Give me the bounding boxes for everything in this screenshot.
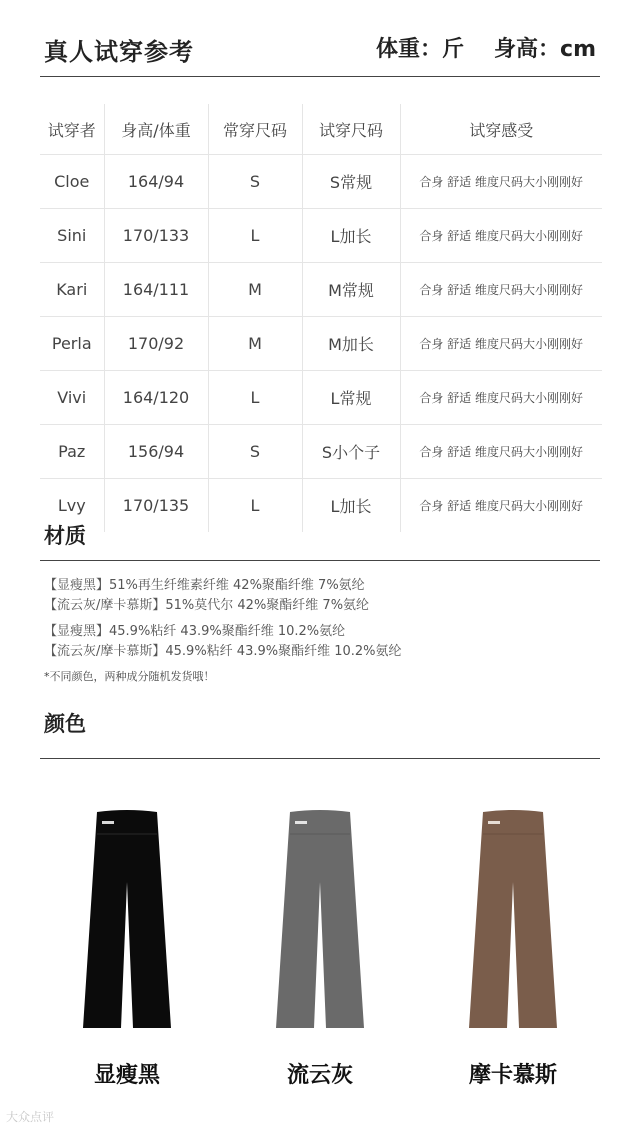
tester-name: Kari [40,263,104,317]
tried-size: L加长 [302,209,400,263]
column-header: 常穿尺码 [208,104,302,155]
usual-size: S [208,155,302,209]
table-row [40,155,602,209]
color-name: 流云灰 [286,1063,353,1088]
tried-size: M加长 [302,317,400,371]
height-weight: 164/111 [104,263,208,317]
watermark: 大众点评 [6,1110,55,1124]
fit-feedback: 合身 舒适 维度尺码大小刚刚好 [400,155,602,209]
usual-size: M [208,317,302,371]
tried-size: L常规 [302,371,400,425]
header-divider [40,76,600,77]
height-unit: 身高：cm [494,37,596,62]
usual-size: M [208,263,302,317]
tester-name: Paz [40,425,104,479]
fit-feedback: 合身 舒适 维度尺码大小刚刚好 [400,263,602,317]
fit-table-header [40,104,602,155]
material-note: *不同颜色，两种成分随机发货哦！ [44,670,215,683]
column-header: 试穿尺码 [302,104,400,155]
color-name: 显瘦黑 [93,1063,160,1088]
column-header: 试穿者 [40,104,104,155]
material-line: 【流云灰/摩卡慕斯】45.9%粘纤 43.9%聚酯纤维 10.2%氨纶 [44,644,402,659]
tester-name: Sini [40,209,104,263]
tried-size: S常规 [302,155,400,209]
usual-size: S [208,425,302,479]
trousers-black-image [67,800,187,1040]
tester-name: Perla [40,317,104,371]
tester-name: Cloe [40,155,104,209]
usual-size: L [208,209,302,263]
height-weight: 170/92 [104,317,208,371]
height-weight: 164/94 [104,155,208,209]
fit-feedback: 合身 舒适 维度尺码大小刚刚好 [400,317,602,371]
material-line: 【显瘦黑】51%再生纤维素纤维 42%聚酯纤维 7%氨纶 [44,578,365,593]
color-name: 摩卡慕斯 [468,1063,557,1088]
table-row [40,317,602,371]
header [44,28,596,68]
fit-table [40,104,602,532]
trousers-mocha-image [453,800,573,1040]
color-option-grey[interactable] [220,800,420,1089]
tried-size: L加长 [302,479,400,533]
material-composition [44,576,402,662]
fit-feedback: 合身 舒适 维度尺码大小刚刚好 [400,425,602,479]
table-row [40,425,602,479]
column-header: 身高/体重 [104,104,208,155]
tester-name: Vivi [40,371,104,425]
table-row [40,479,602,533]
height-weight: 170/135 [104,479,208,533]
usual-size: L [208,371,302,425]
tester-name: Lvy [40,479,104,533]
page-title: 真人试穿参考 [44,38,194,66]
table-row [40,209,602,263]
units-label [376,32,596,63]
tried-size: S小个子 [302,425,400,479]
material-line: 【流云灰/摩卡慕斯】51%莫代尔 42%聚酯纤维 7%氨纶 [44,598,370,613]
fit-feedback: 合身 舒适 维度尺码大小刚刚好 [400,371,602,425]
color-option-black[interactable] [27,800,227,1089]
fit-feedback: 合身 舒适 维度尺码大小刚刚好 [400,209,602,263]
height-weight: 164/120 [104,371,208,425]
fit-feedback: 合身 舒适 维度尺码大小刚刚好 [400,479,602,533]
table-row [40,263,602,317]
weight-unit: 体重：斤 [376,37,465,62]
material-divider [40,560,600,561]
color-option-mocha[interactable] [413,800,613,1089]
table-row [40,371,602,425]
trousers-grey-image [260,800,380,1040]
height-weight: 156/94 [104,425,208,479]
material-line: 【显瘦黑】45.9%粘纤 43.9%聚酯纤维 10.2%氨纶 [44,624,346,639]
column-header: 试穿感受 [469,120,534,140]
color-section-title: 颜色 [44,712,86,736]
material-section-title: 材质 [44,524,86,548]
color-divider [40,758,600,759]
usual-size: L [208,479,302,533]
height-weight: 170/133 [104,209,208,263]
tried-size: M常规 [302,263,400,317]
